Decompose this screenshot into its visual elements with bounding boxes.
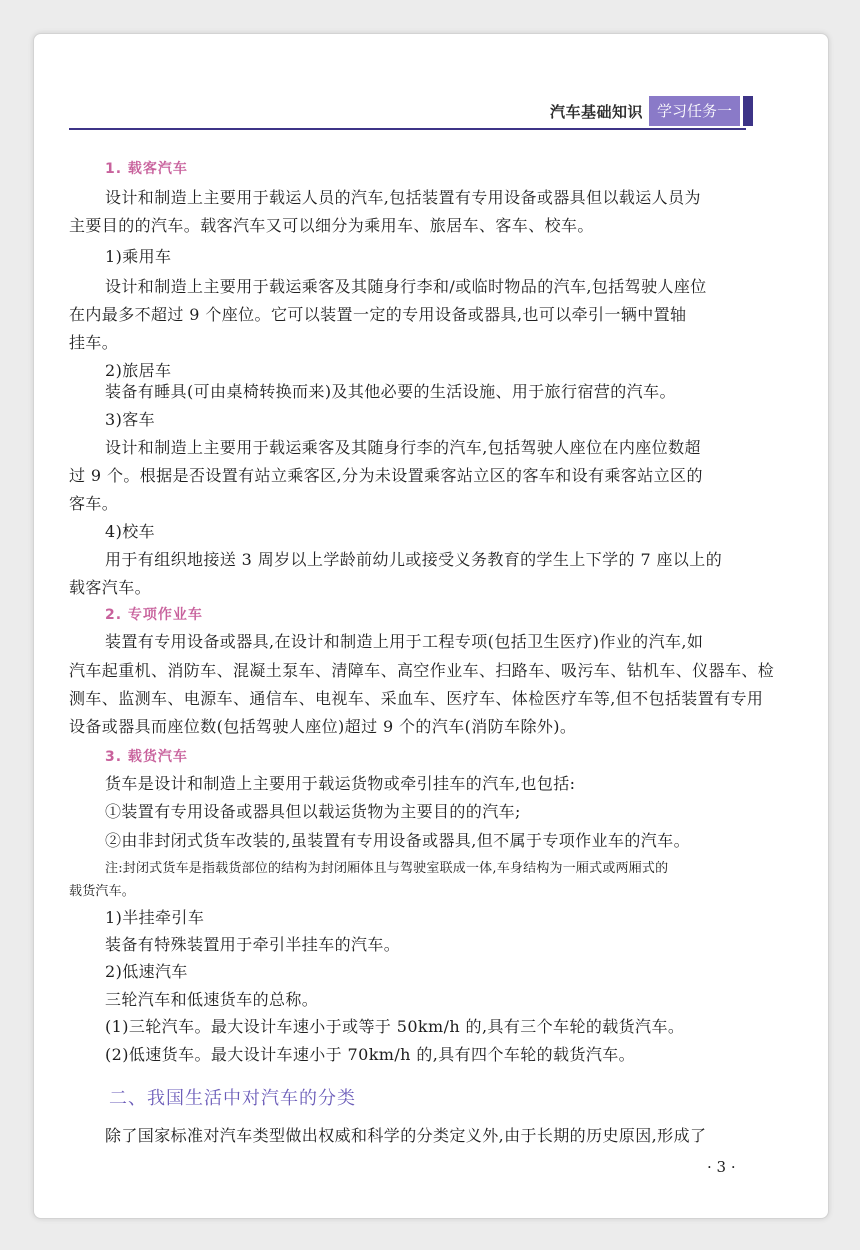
paragraph-line: 设备或器具而座位数(包括驾驶人座位)超过 9 个的汽车(消防车除外)。 [69, 717, 577, 736]
subsection-title: 4)校车 [105, 522, 156, 541]
paragraph-line: 设计和制造上主要用于载运人员的汽车,包括装置有专用设备或器具但以载运人员为 [105, 188, 701, 207]
paragraph-line: (2)低速货车。最大设计车速小于 70km/h 的,具有四个车轮的载货汽车。 [105, 1045, 636, 1064]
subsection-title: 1)乘用车 [105, 247, 172, 266]
paragraph-line: 货车是设计和制造上主要用于载运货物或牵引挂车的汽车,也包括: [105, 774, 576, 793]
note-line: 载货汽车。 [69, 884, 136, 899]
section-heading-cargo: 3. 载货汽车 [105, 749, 188, 765]
section-heading-passenger: 1. 载客汽车 [105, 161, 188, 177]
paragraph-line: 主要目的的汽车。载客汽车又可以细分为乘用车、旅居车、客车、校车。 [69, 216, 594, 235]
section-heading-special: 2. 专项作业车 [105, 607, 203, 623]
header-chapter-tab: 学习任务一 [649, 96, 740, 126]
paragraph-line: 装备有睡具(可由桌椅转换而来)及其他必要的生活设施、用于旅行宿营的汽车。 [105, 382, 676, 401]
paragraph-line: (1)三轮汽车。最大设计车速小于或等于 50km/h 的,具有三个车轮的载货汽车。 [105, 1017, 685, 1036]
paragraph-line: 汽车起重机、消防车、混凝土泵车、清障车、高空作业车、扫路车、吸污车、钻机车、仪器车、检 [69, 661, 775, 680]
paragraph-line: 装备有特殊装置用于牵引半挂车的汽车。 [105, 935, 401, 954]
paragraph-line: 过 9 个。根据是否设置有站立乘客区,分为未设置乘客站立区的客车和设有乘客站立区的 [69, 466, 703, 485]
running-header [550, 96, 753, 126]
paragraph-line: 用于有组织地接送 3 周岁以上学龄前幼儿或接受义务教育的学生上下学的 7 座以上的 [105, 550, 723, 569]
subsection-title: 2)旅居车 [105, 361, 172, 380]
section-heading-china: 二、我国生活中对汽车的分类 [109, 1088, 356, 1109]
paragraph-line: 客车。 [69, 494, 119, 513]
paragraph-line: 在内最多不超过 9 个座位。它可以装置一定的专用设备或器具,也可以牵引一辆中置轴 [69, 305, 687, 324]
header-accent-block [743, 96, 753, 126]
subsection-title: 2)低速汽车 [105, 962, 188, 981]
paragraph-line: 装置有专用设备或器具,在设计和制造上用于工程专项(包括卫生医疗)作业的汽车,如 [105, 632, 704, 651]
paragraph-line: 设计和制造上主要用于载运乘客及其随身行李和/或临时物品的汽车,包括驾驶人座位 [105, 277, 707, 296]
page-number: · 3 · [707, 1158, 736, 1176]
paragraph-line: 设计和制造上主要用于载运乘客及其随身行李的汽车,包括驾驶人座位在内座位数超 [105, 438, 701, 457]
header-book-title: 汽车基础知识 [550, 102, 644, 121]
paragraph-line: ①装置有专用设备或器具但以载运货物为主要目的的汽车; [105, 802, 521, 821]
paragraph-line: ②由非封闭式货车改装的,虽装置有专用设备或器具,但不属于专项作业车的汽车。 [105, 831, 690, 850]
paragraph-line: 载客汽车。 [69, 578, 152, 597]
book-page [33, 33, 829, 1219]
subsection-title: 1)半挂牵引车 [105, 908, 205, 927]
note-line: 注:封闭式货车是指载货部位的结构为封闭厢体且与驾驶室联成一体,车身结构为一厢式或两厢式的 [105, 861, 669, 876]
subsection-title: 3)客车 [105, 410, 156, 429]
header-rule [69, 128, 746, 130]
paragraph-line: 测车、监测车、电源车、通信车、电视车、采血车、医疗车、体检医疗车等,但不包括装置有专用 [69, 689, 764, 708]
paragraph-line: 挂车。 [69, 333, 119, 352]
paragraph-line: 三轮汽车和低速货车的总称。 [105, 990, 319, 1009]
paragraph-line: 除了国家标准对汽车类型做出权威和科学的分类定义外,由于长期的历史原因,形成了 [105, 1126, 707, 1145]
